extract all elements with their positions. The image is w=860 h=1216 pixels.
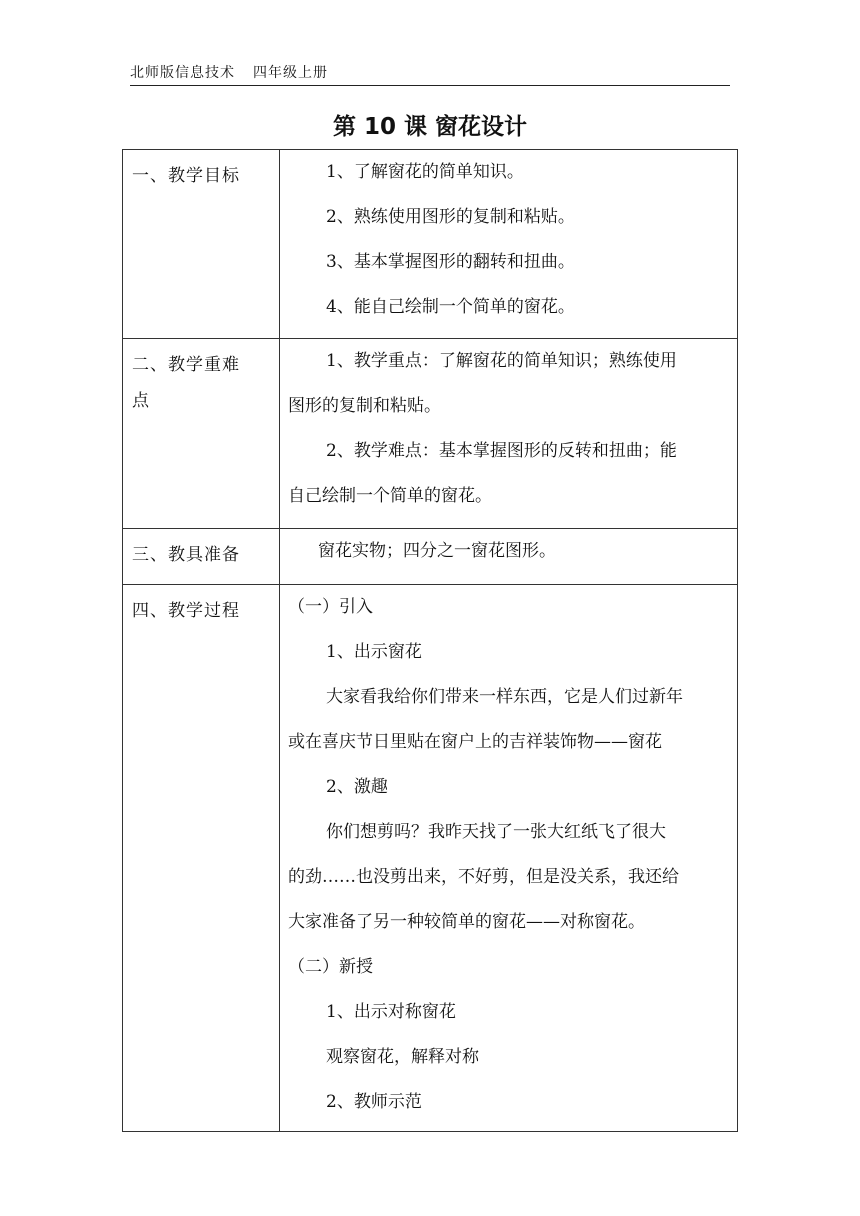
text-line: 大家看我给你们带来一样东西，它是人们过新年 xyxy=(326,687,683,707)
content-teaching-process xyxy=(280,585,738,1132)
label-teaching-tools: 三、教具准备 xyxy=(123,529,280,585)
text-line: 你们想剪吗？我昨天找了一张大红纸飞了很大 xyxy=(326,822,666,842)
content-teaching-goals xyxy=(280,150,738,339)
content-key-difficult-points xyxy=(280,339,738,529)
header-grade: 四年级上册 xyxy=(253,65,328,81)
goal-item: 4、能自己绘制一个简单的窗花。 xyxy=(326,297,575,317)
goal-item: 3、基本掌握图形的翻转和扭曲。 xyxy=(326,252,575,272)
text-line: 1、出示对称窗花 xyxy=(326,1002,456,1022)
text-line: 2、激趣 xyxy=(326,777,388,797)
label-key-difficult-points xyxy=(123,339,280,529)
text-line: 窗花实物；四分之一窗花图形。 xyxy=(318,541,556,561)
text-line: 或在喜庆节日里贴在窗户上的吉祥装饰物——窗花 xyxy=(288,732,662,752)
label-teaching-process: 四、教学过程 xyxy=(123,585,280,1132)
content-teaching-tools xyxy=(280,529,738,585)
lesson-title: 第 10 课 窗花设计 xyxy=(332,114,528,140)
row-teaching-goals xyxy=(123,150,738,339)
goal-item: 1、了解窗花的简单知识。 xyxy=(326,162,524,182)
header-book-name: 北师版信息技术 xyxy=(130,65,235,81)
text-line: 2、教师示范 xyxy=(326,1092,422,1112)
subsection-heading: （二）新授 xyxy=(288,957,373,977)
label-line: 二、教学重难 xyxy=(132,355,240,375)
text-line: 1、教学重点：了解窗花的简单知识；熟练使用 xyxy=(326,351,677,371)
goal-item: 2、熟练使用图形的复制和粘贴。 xyxy=(326,207,575,227)
row-teaching-process xyxy=(123,585,738,1132)
text-line: 1、出示窗花 xyxy=(326,642,422,662)
text-line: 图形的复制和粘贴。 xyxy=(288,396,441,416)
text-line: 大家准备了另一种较简单的窗花——对称窗花。 xyxy=(288,912,645,932)
label-line: 点 xyxy=(132,391,150,411)
label-teaching-goals: 一、教学目标 xyxy=(123,150,280,339)
text-line: 观察窗花，解释对称 xyxy=(326,1047,479,1067)
text-line: 的劲……也没剪出来，不好剪，但是没关系，我还给 xyxy=(288,867,679,887)
row-key-difficult-points xyxy=(123,339,738,529)
lesson-plan-table xyxy=(122,149,738,1132)
subsection-heading: （一）引入 xyxy=(288,597,373,617)
page-header xyxy=(130,63,730,86)
row-teaching-tools xyxy=(123,529,738,585)
text-line: 自己绘制一个简单的窗花。 xyxy=(288,486,492,506)
text-line: 2、教学难点：基本掌握图形的反转和扭曲；能 xyxy=(326,441,677,461)
